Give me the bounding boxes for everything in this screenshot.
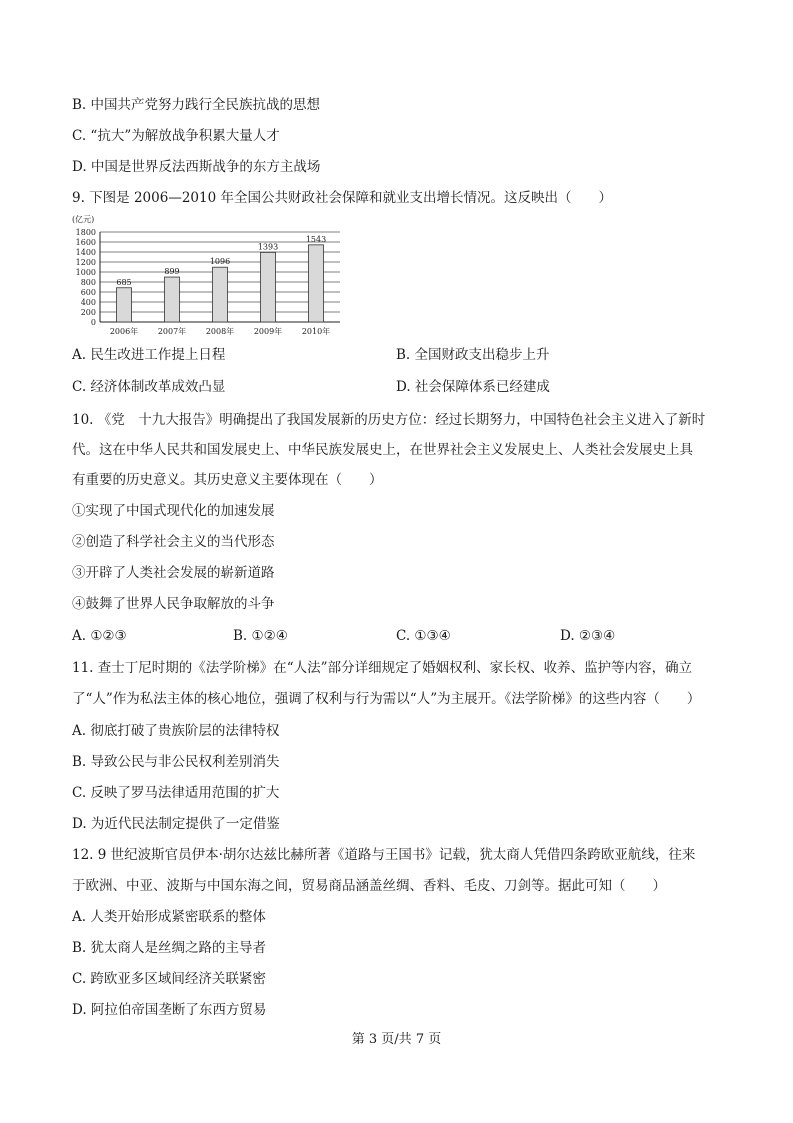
q12-option-b: B. 犹太商人是丝绸之路的主导者 [72,940,267,956]
page-number-footer: 第 3 页/共 7 页 [351,1032,442,1047]
q9-option-a: A. 民生改进工作提上日程 [72,347,226,363]
q8-option-b: B. 中国共产党努力践行全民族抗战的思想 [72,97,321,113]
q10-option-b: B. ①②④ [233,628,288,644]
bar [117,288,132,322]
q12-stem-line-2: 于欧洲、中亚、波斯与中国东海之间，贸易商品涵盖丝绸、香料、毛皮、刀剑等。据此可知（ ） [72,878,666,894]
q10-option-d: D. ②③④ [560,628,616,644]
q10-item-3: ③开辟了人类社会发展的崭新道路 [72,565,275,581]
q9-stem: 9. 下图是 2006—2010 年全国公共财政社会保障和就业支出增长情况。这反映出（ ） [72,190,612,206]
q11-option-d: D. 为近代民法制定提供了一定借鉴 [72,816,280,832]
q10-item-1: ①实现了中国式现代化的加速发展 [72,503,275,519]
x-tick-label: 2010年 [301,327,331,336]
x-tick-label: 2008年 [205,327,235,336]
x-tick-label: 2009年 [253,327,283,336]
y-tick-label: 1000 [75,268,96,277]
q11-option-c: C. 反映了罗马法律适用范围的扩大 [72,785,280,801]
q10-stem-line-2: 代。这在中华人民共和国发展史上、中华民族发展史上，在世界社会主义发展史上、人类社会发展史上具 [72,442,693,458]
q11-option-b: B. 导致公民与非公民权利差别消失 [72,754,280,770]
bar-value-label: 899 [164,267,180,277]
q12-option-d: D. 阿拉伯帝国垄断了东西方贸易 [72,1002,267,1018]
bar-chart-svg [62,212,352,340]
q9-bar-chart [62,212,352,340]
q12-option-a: A. 人类开始形成紧密联系的整体 [72,909,266,925]
q8-option-c: C. “抗大”为解放战争积累大量人才 [72,128,280,144]
y-tick-label: 400 [80,298,96,307]
y-tick-label: 200 [80,308,96,317]
x-tick-label: 2007年 [157,327,187,336]
bar [165,277,180,322]
q10-stem-line-3: 有重要的历史意义。其历史意义主要体现在（ ） [72,472,383,488]
y-tick-label: 0 [90,318,96,327]
bar [309,245,324,322]
y-tick-label: 1800 [75,228,96,237]
y-tick-label: 800 [80,278,96,287]
bar-value-label: 1393 [257,242,279,252]
x-tick-label: 2006年 [109,327,139,336]
q10-option-a: A. ①②③ [72,628,127,644]
y-tick-label: 1200 [75,258,96,267]
y-axis-unit-label: (亿元) [72,215,95,224]
q9-option-c: C. 经济体制改革成效凸显 [72,379,226,395]
y-tick-label: 1600 [75,238,96,247]
q11-stem-line-1: 11. 查士丁尼时期的《法学阶梯》在“人法”部分详细规定了婚姻权利、家长权、收养、监护等内容，确立 [72,660,693,676]
bar-value-label: 1543 [305,234,327,244]
q10-item-4: ④鼓舞了世界人民争取解放的斗争 [72,596,275,612]
q10-item-2: ②创造了科学社会主义的当代形态 [72,534,275,550]
y-tick-label: 600 [80,288,96,297]
q9-option-b: B. 全国财政支出稳步上升 [396,347,550,363]
q11-option-a: A. 彻底打破了贵族阶层的法律特权 [72,723,280,739]
q9-option-d: D. 社会保障体系已经建成 [396,379,550,395]
y-tick-label: 1400 [75,248,96,257]
q11-stem-line-2: 了“人”作为私法主体的核心地位，强调了权利与行为需以“人”为主展开。《法学阶梯》的这些内容（ ） [72,691,701,707]
bar [213,267,228,322]
q12-stem-line-1: 12. 9 世纪波斯官员伊本·胡尔达兹比赫所著《道路与王国书》记载，犹太商人凭借四条跨欧亚航线，往来 [72,847,696,863]
q10-option-c: C. ①③④ [396,628,451,644]
bar-value-label: 685 [116,277,132,287]
q10-stem-line-1: 10. 《党 十九大报告》明确提出了我国发展新的历史方位：经过长期努力，中国特色社会主义进入了新时 [72,412,706,428]
q12-option-c: C. 跨欧亚多区域间经济关联紧密 [72,971,266,987]
bar-value-label: 1096 [209,257,231,267]
bar [261,252,276,322]
q8-option-d: D. 中国是世界反法西斯战争的东方主战场 [72,159,321,175]
